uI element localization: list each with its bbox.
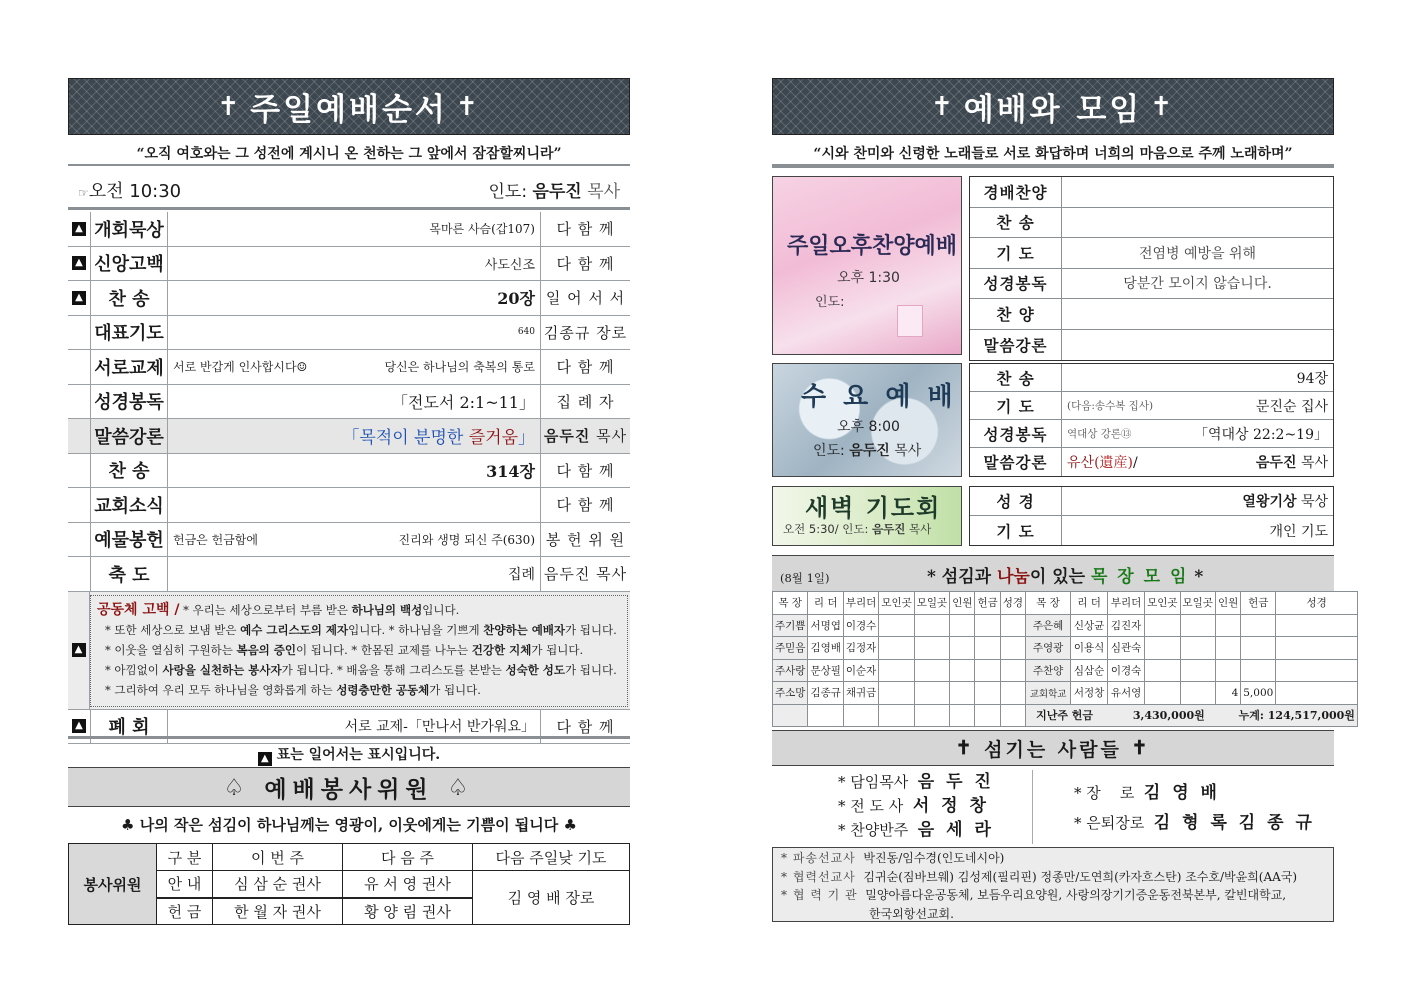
wednesday-service-image bbox=[772, 363, 962, 477]
duty-cell: 유 서 영 권사 bbox=[343, 871, 473, 898]
meeting-header bbox=[772, 555, 1334, 591]
stand-up-icon: ▲ bbox=[72, 222, 86, 236]
order-row bbox=[68, 281, 630, 316]
meeting-title: * 섬김과 나눔이 있는 목 장 모 임 * bbox=[927, 567, 1204, 587]
order-item-name: 찬 송 bbox=[90, 281, 168, 315]
order-item-leader: 다 함 께 bbox=[540, 488, 630, 522]
afternoon-item-name: 말씀강론 bbox=[970, 330, 1062, 361]
wednesday-service-grid: 찬 송 94장 기 도 (다음:송수복 집사) 문진순 집사 성경봉독 역대상 강론⑬ 「역대상 22:2~19」 말씀강론 유산(遺産)/ 음두진 목사 bbox=[969, 363, 1334, 477]
afternoon-service-grid bbox=[969, 176, 1334, 361]
order-item-detail: 「전도서 2:1~11」 bbox=[392, 392, 535, 412]
chapel-icon bbox=[897, 305, 923, 337]
servant-entry: * 장 로 김 영 배 bbox=[1074, 783, 1220, 803]
stand-note: ▲ 표는 일어서는 표시입니다. bbox=[68, 736, 630, 764]
order-row bbox=[68, 454, 630, 489]
dawn-prayer-image bbox=[772, 486, 962, 546]
afternoon-service-leader: 인도: bbox=[815, 295, 845, 310]
order-item-note: 서로 반갑게 인사합시다☺ bbox=[173, 360, 308, 375]
missions-box bbox=[772, 847, 1334, 922]
order-item-detail: 집례 bbox=[507, 566, 535, 583]
offering-totals: 지난주 헌금 3,430,000원 누계: 124,517,000원 bbox=[1026, 704, 1358, 727]
cell-group-header-row: 목 장 리 더 부리더 모인곳 모일곳 인원 헌금 성경 목 장 리 더 부리더 모인곳 모일곳 인원 헌금 성경 bbox=[773, 592, 1358, 615]
dawn-item-value: 열왕기상 묵상 bbox=[1242, 494, 1328, 510]
dawn-prayer-title: 새벽 기도회 bbox=[805, 493, 942, 522]
order-item-detail: 314장 bbox=[486, 461, 535, 481]
mission-line: * 파송선교사 박진동/임수경(인도네시아) bbox=[781, 851, 1005, 865]
cross-icon: ✝ bbox=[930, 91, 956, 122]
cell-group-row: 주기쁨 서명엽 이경수 주은혜 신상균 김진자 bbox=[773, 614, 1358, 637]
wednesday-item-value: 「역대상 22:2~19」 bbox=[1193, 426, 1328, 443]
mission-line: 한국외항선교회. bbox=[869, 906, 954, 921]
order-item-name: 축 도 bbox=[90, 557, 168, 591]
order-item-leader: 다 함 께 bbox=[540, 247, 630, 281]
order-item-leader: 음두진 목사 bbox=[540, 419, 630, 453]
committee-banner bbox=[68, 767, 630, 807]
stand-up-icon: ▲ bbox=[72, 291, 86, 305]
duty-prayer: 김 영 배 장로 bbox=[473, 871, 630, 925]
order-item-name: 예물봉헌 bbox=[90, 523, 168, 557]
servant-entry: * 담임목사 음 두 진 bbox=[838, 772, 994, 792]
order-item-detail: 사도신조 bbox=[484, 257, 535, 273]
order-item-leader: 다 함 께 bbox=[540, 350, 630, 384]
order-title: 주일예배순서 bbox=[250, 92, 448, 128]
duty-header: 다음 주일낮 기도 bbox=[473, 844, 630, 871]
wednesday-item-name: 기 도 bbox=[970, 392, 1062, 419]
cross-icon: ✝ bbox=[955, 737, 975, 759]
order-item-detail: 당신은 하나님의 축복의 통로 bbox=[384, 360, 535, 375]
afternoon-item-name: 찬 송 bbox=[970, 208, 1062, 238]
order-item-leader: 다 함 께 bbox=[540, 212, 630, 246]
cross-icon: ✝ bbox=[1131, 737, 1151, 759]
duty-cell: 안 내 bbox=[157, 871, 213, 898]
stand-up-icon: ▲ bbox=[72, 719, 86, 733]
meetings-title: 예배와 모임 bbox=[963, 92, 1143, 128]
order-item-name: 성경봉독 bbox=[90, 385, 168, 419]
club-icon: ♣ bbox=[563, 816, 577, 834]
wednesday-sermon-title: 유산(遺産)/ bbox=[1067, 455, 1138, 471]
servants-list bbox=[772, 770, 1334, 846]
duty-cell: 헌 금 bbox=[157, 898, 213, 925]
order-item-name: 교회소식 bbox=[90, 488, 168, 522]
duty-cell: 황 양 림 권사 bbox=[343, 898, 473, 925]
order-row bbox=[68, 488, 630, 523]
afternoon-item-value: 당분간 모이지 않습니다. bbox=[1123, 276, 1272, 293]
service-time: ☞오전 10:30 bbox=[78, 180, 182, 202]
motto: ♣ 나의 작은 섬김이 하나님께는 영광이, 이웃에게는 기쁨이 됩니다 ♣ bbox=[121, 816, 577, 834]
meetings-title-banner bbox=[772, 78, 1334, 135]
community-confession: 공동체 고백 / * 우리는 세상으로부터 부름 받은 하나님의 백성입니다. * 또한 세상으로 보냄 받은 예수 그리스도의 제자입니다. * 하나님을 기쁘게 찬양하는 예배자가 됩니다. * 이웃을 열심히 구원하는 복음의 증인이 됩니다. * 한몸된 교제를 나누는 건강한 지체가 됩니다. * 아낌없이 사랑을 실천하는 봉사자가 됩니다. * 배움을 통해 그리스도를 본받는 성숙한 성도가 됩니다. * 그리하여 우리 모두 하나님을 영화롭게 하는 성령충만한 공동체가 됩니다. bbox=[90, 595, 628, 707]
cross-icon: ✝ bbox=[1150, 91, 1176, 122]
mission-line: * 협력선교사 김귀순(짐바브웨) 김성제(필리핀) 정종만/도연희(카자흐스탄) 조수호/박윤희(AA국) bbox=[781, 869, 1298, 884]
cross-icon: ✝ bbox=[455, 91, 481, 122]
duty-row-label: 봉사위원 bbox=[69, 844, 157, 925]
spade-icon: ♤ bbox=[223, 773, 251, 801]
order-item-detail: 목마른 사슴(갑107) bbox=[429, 222, 535, 237]
afternoon-item-value: 전염병 예방을 위해 bbox=[1138, 245, 1257, 262]
service-time-row bbox=[68, 172, 630, 210]
wednesday-service-time: 오후 8:00 bbox=[837, 419, 900, 435]
order-item-leader: 다 함 께 bbox=[540, 710, 630, 744]
order-item-detail: 640 bbox=[517, 327, 535, 338]
order-item-leader: 음두진 목사 bbox=[540, 557, 630, 591]
wednesday-item-name: 찬 송 bbox=[970, 364, 1062, 391]
dawn-item-name: 성 경 bbox=[970, 487, 1062, 515]
afternoon-service-title: 주일오후찬양예배 bbox=[787, 234, 958, 259]
afternoon-item-name: 경배찬양 bbox=[970, 177, 1062, 207]
order-table bbox=[68, 212, 630, 744]
order-item-name: 대표기도 bbox=[90, 316, 168, 350]
stand-up-icon: ▲ bbox=[72, 256, 86, 270]
duty-header: 구 분 bbox=[157, 844, 213, 871]
order-item-leader: 일 어 서 서 bbox=[540, 281, 630, 315]
order-row bbox=[68, 316, 630, 351]
community-confession-row bbox=[68, 592, 630, 710]
wednesday-item-name: 성경봉독 bbox=[970, 420, 1062, 447]
wednesday-item-value: 문진순 집사 bbox=[1255, 398, 1328, 415]
order-item-leader: 집 례 자 bbox=[540, 385, 630, 419]
servant-entry: * 은퇴장로 김 형 록 김 종 규 bbox=[1074, 813, 1315, 833]
order-item-name: 말씀강론 bbox=[90, 419, 168, 453]
order-row bbox=[68, 247, 630, 282]
order-row bbox=[68, 523, 630, 558]
cross-icon: ✝ bbox=[217, 91, 243, 122]
servants-title: 섬기는 사람들 bbox=[984, 738, 1122, 761]
cell-group-row: 주소망 김종규 채귀금 교회학교 서정창 유서영 4 5,000 bbox=[773, 682, 1358, 705]
servants-banner bbox=[772, 730, 1334, 766]
order-item-name: 신앙고백 bbox=[90, 247, 168, 281]
duty-header: 다 음 주 bbox=[343, 844, 473, 871]
dawn-prayer-grid bbox=[969, 486, 1334, 546]
duty-table bbox=[68, 843, 630, 925]
order-row bbox=[68, 350, 630, 385]
duty-cell: 한 월 자 권사 bbox=[213, 898, 343, 925]
wednesday-service-title: 수 요 예 배 bbox=[801, 382, 957, 412]
wednesday-item-name: 말씀강론 bbox=[970, 448, 1062, 476]
offering-total-row bbox=[773, 704, 1358, 727]
mission-line: * 협 력 기 관 밀양아름다운공동체, 보듬우리요양원, 사랑의장기기증운동전북본부, 칼빈대학교, bbox=[781, 888, 1287, 902]
wednesday-item-value: 94장 bbox=[1296, 370, 1328, 387]
dawn-prayer-time: 오전 5:30/ 인도: 음두진 목사 bbox=[783, 522, 932, 536]
dawn-item-name: 기 도 bbox=[970, 516, 1062, 545]
club-icon: ♣ bbox=[121, 816, 135, 834]
committee-title: 예배봉사위원 bbox=[264, 775, 434, 803]
scripture-verse: “시와 찬미와 신령한 노래들로 서로 화답하며 너희의 마음으로 주께 노래하며” bbox=[772, 140, 1334, 168]
order-item-leader: 김종규 장로 bbox=[540, 316, 630, 350]
order-row bbox=[68, 212, 630, 247]
spade-icon: ♤ bbox=[447, 773, 475, 801]
order-row bbox=[68, 385, 630, 420]
servant-entry: * 찬양반주 음 세 라 bbox=[838, 820, 994, 840]
order-item-detail: 진리와 생명 되신 주(630) bbox=[398, 532, 535, 547]
order-item-note: 헌금은 헌금함에 bbox=[173, 532, 258, 547]
afternoon-service-time: 오후 1:30 bbox=[837, 270, 900, 286]
duty-header: 이 번 주 bbox=[213, 844, 343, 871]
order-item-name: 개회묵상 bbox=[90, 212, 168, 246]
order-item-leader: 다 함 께 bbox=[540, 454, 630, 488]
divider bbox=[1032, 770, 1033, 844]
order-item-detail: 서로 교제-「만나서 반가워요」 bbox=[344, 719, 535, 736]
afternoon-service-image bbox=[772, 176, 962, 355]
duty-cell: 심 삼 순 권사 bbox=[213, 871, 343, 898]
cell-group-row: 주사랑 문상필 이순자 주찬양 심삼순 이경숙 bbox=[773, 659, 1358, 682]
order-item-detail: 20장 bbox=[497, 289, 535, 309]
confession-title: 공동체 고백 / bbox=[97, 601, 180, 618]
scripture-verse: “오직 여호와는 그 성전에 계시니 온 천하는 그 앞에서 잠잠할찌니라” bbox=[68, 140, 630, 166]
cell-group-table bbox=[772, 591, 1358, 727]
pointer-icon: ☞ bbox=[78, 185, 89, 200]
cell-group-row: 주믿음 김영배 김정자 주영광 이용식 심관숙 bbox=[773, 637, 1358, 660]
afternoon-item-name: 찬 양 bbox=[970, 299, 1062, 329]
meeting-date: (8월 1일) bbox=[780, 571, 830, 585]
stand-up-icon: ▲ bbox=[72, 643, 86, 657]
afternoon-item-name: 기 도 bbox=[970, 238, 1062, 268]
sermon-title: 「목적이 분명한 즐거움」 bbox=[342, 428, 535, 449]
order-title-banner bbox=[68, 78, 630, 135]
servant-entry: * 전 도 사 서 정 창 bbox=[838, 796, 989, 816]
order-item-name: 찬 송 bbox=[90, 454, 168, 488]
afternoon-item-name: 성경봉독 bbox=[970, 269, 1062, 299]
order-item-name: 서로교제 bbox=[90, 350, 168, 384]
dawn-item-value: 개인 기도 bbox=[1269, 523, 1328, 540]
service-leader: 인도: 음두진 목사 bbox=[488, 182, 620, 202]
order-row-sermon bbox=[68, 419, 630, 454]
stand-up-icon: ▲ bbox=[258, 752, 272, 766]
order-row bbox=[68, 557, 630, 592]
wednesday-service-leader: 인도: 음두진 목사 bbox=[813, 443, 922, 459]
order-item-leader: 봉 헌 위 원 bbox=[540, 523, 630, 557]
order-item-name: 폐 회 bbox=[90, 710, 168, 744]
